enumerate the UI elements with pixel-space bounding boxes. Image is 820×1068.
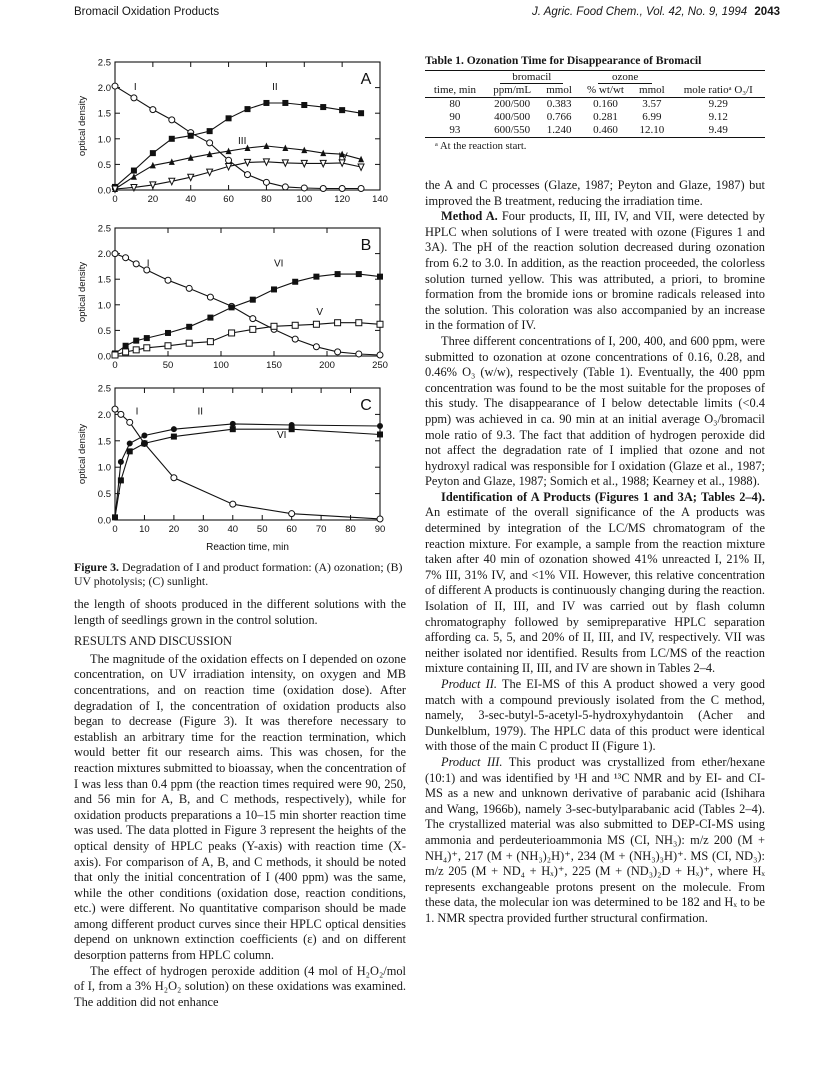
table-cell: 93 bbox=[449, 124, 461, 136]
figure-caption-label: Figure 3. bbox=[74, 560, 119, 574]
y-axis-label: optical density bbox=[77, 261, 88, 323]
panel-letter: B bbox=[360, 237, 372, 254]
y-axis-label: optical density bbox=[77, 95, 88, 157]
data-point bbox=[377, 321, 383, 327]
chart-panel-b bbox=[77, 224, 388, 372]
data-point bbox=[335, 320, 341, 326]
x-axis-label: Reaction time, min bbox=[206, 542, 289, 553]
data-point bbox=[356, 271, 362, 277]
data-point bbox=[141, 440, 147, 446]
table-cell: 0.766 bbox=[546, 111, 572, 123]
table-header-cell: time, min bbox=[433, 84, 477, 96]
data-point bbox=[131, 168, 137, 174]
data-point bbox=[123, 349, 129, 355]
data-point bbox=[171, 426, 177, 432]
method-a-paragraph bbox=[425, 209, 765, 334]
data-point bbox=[245, 106, 251, 112]
data-point bbox=[207, 128, 213, 134]
data-point bbox=[127, 448, 133, 454]
data-point bbox=[112, 406, 118, 412]
data-point bbox=[377, 352, 383, 358]
data-point bbox=[171, 475, 177, 481]
y-tick-label: 1.0 bbox=[97, 462, 111, 474]
x-tick-label: 30 bbox=[198, 524, 209, 535]
data-point bbox=[358, 164, 364, 171]
data-point bbox=[356, 351, 362, 357]
chart-panel-c bbox=[77, 384, 385, 536]
product-ii-paragraph bbox=[425, 677, 765, 755]
data-point bbox=[118, 477, 124, 483]
y-tick-label: 1.0 bbox=[97, 134, 111, 146]
y-tick-label: 2.0 bbox=[97, 409, 111, 421]
y-tick-label: 2.5 bbox=[97, 57, 111, 69]
data-point bbox=[131, 173, 137, 180]
table-row bbox=[425, 111, 765, 124]
x-tick-label: 50 bbox=[162, 360, 174, 371]
data-point bbox=[250, 316, 256, 322]
data-point bbox=[289, 426, 295, 432]
product-ii-heading: Product II. bbox=[441, 677, 497, 691]
y-tick-label: 2.0 bbox=[97, 249, 111, 261]
y-tick-label: 0.5 bbox=[97, 489, 111, 501]
panel-letter: C bbox=[360, 397, 372, 414]
y-tick-label: 1.0 bbox=[97, 300, 111, 312]
data-point bbox=[186, 285, 192, 291]
data-point bbox=[127, 440, 133, 446]
series-line bbox=[115, 254, 380, 355]
identification-paragraph bbox=[425, 490, 765, 677]
table-row bbox=[425, 124, 765, 138]
data-point bbox=[339, 107, 345, 113]
table-cell: 200/500 bbox=[494, 98, 531, 110]
table-1-title: Table 1. Ozonation Time for Disappearance of Bromacil bbox=[425, 54, 702, 67]
x-tick-label: 150 bbox=[266, 360, 282, 371]
figure-caption-text: Degradation of I and product formation: (A) ozonation; (B) UV photolysis; (C) sunlight. bbox=[74, 560, 403, 588]
data-point bbox=[313, 344, 319, 350]
plot-frame bbox=[115, 62, 380, 190]
data-point bbox=[144, 345, 150, 351]
data-point bbox=[226, 115, 232, 121]
data-point bbox=[165, 277, 171, 283]
data-point bbox=[377, 431, 383, 437]
data-point bbox=[292, 279, 298, 285]
x-tick-label: 60 bbox=[286, 524, 297, 535]
data-point bbox=[301, 102, 307, 108]
series-label: VI bbox=[276, 430, 287, 442]
y-tick-label: 0.0 bbox=[97, 185, 111, 197]
journal-citation: J. Agric. Food Chem., Vol. 42, No. 9, 1994 bbox=[532, 6, 748, 18]
series-line bbox=[115, 274, 380, 353]
data-point bbox=[207, 315, 213, 321]
x-tick-label: 0 bbox=[112, 360, 118, 371]
table-row bbox=[425, 98, 765, 112]
right-column bbox=[425, 178, 765, 927]
data-point bbox=[127, 419, 133, 425]
series-label: I bbox=[146, 258, 150, 270]
chart-panel-a bbox=[77, 58, 388, 206]
data-point bbox=[313, 321, 319, 327]
data-point bbox=[171, 434, 177, 440]
left-paragraph-1: the length of shoots produced in the different solutions with the length of seedlings grown in the control solution. bbox=[74, 597, 406, 627]
x-tick-label: 40 bbox=[185, 194, 197, 205]
product-iii-paragraph bbox=[425, 755, 765, 927]
data-point bbox=[230, 501, 236, 507]
x-tick-label: 100 bbox=[213, 360, 229, 371]
figure-3 bbox=[70, 50, 410, 560]
section-heading: RESULTS AND DISCUSSION bbox=[74, 634, 232, 649]
table-1 bbox=[425, 54, 765, 152]
y-tick-label: 1.5 bbox=[97, 108, 111, 120]
figure-3-caption bbox=[74, 560, 404, 588]
table-header-row bbox=[425, 84, 765, 98]
product-ii-text: The EI-MS of this A product showed a very good match with a compound previously isolated from the C method, namely, 3-sec-butyl-5-acetyl-5-hydroxyhydantoin (Acher and Dunkelblum, 1979). The HPLC data of this product were identical with those of the main C product II (Figure 1). bbox=[425, 677, 766, 754]
x-tick-label: 140 bbox=[372, 194, 388, 205]
plot-frame bbox=[115, 388, 380, 520]
data-point bbox=[188, 133, 194, 139]
page-number: 2043 bbox=[754, 6, 780, 18]
table-cell: 1.240 bbox=[546, 124, 572, 136]
table-cell: 3.57 bbox=[642, 98, 662, 110]
table-cell: 0.383 bbox=[546, 98, 572, 110]
running-header-left: Bromacil Oxidation Products bbox=[74, 6, 220, 18]
left-paragraph-3: The effect of hydrogen peroxide addition (4 mol of H₂O₂/mol of I, from a 3% H₂O₂ solution) on these oxidations was examined. The addition did not enhance bbox=[74, 963, 406, 1009]
x-tick-label: 80 bbox=[261, 194, 272, 205]
y-tick-label: 2.5 bbox=[97, 383, 111, 395]
x-tick-label: 60 bbox=[223, 194, 234, 205]
series-label: III bbox=[238, 135, 247, 147]
data-point bbox=[356, 320, 362, 326]
data-point bbox=[230, 421, 236, 427]
table-cell: 12.10 bbox=[639, 124, 665, 136]
left-paragraph-2: The magnitude of the oxidation effects on I depended on ozone concentration, on UV irradiation intensity, on oxygen and MB concentrations, and on reaction time (oxidation dose). After degradation of I, the concentration of oxidation products also began to decrease (Figure 3). It was therefore necessary to establish an arbitrary time for the reaction termination, which would better fit our research aims. This was chosen, for the reaction mixtures submitted to bioassay, when the concentration of I was less than 0.4 ppm (the reaction times required were 90, 250, and 56 min for A, B, and C methods, respectively), while for oxidation products preparations a 10–15 min shorter reaction time was used. The data plotted in Figure 3 represent the heights of the optical density of HPLC peaks (Y-axis) with reaction time (X-axis). For comparison of A, B, and C methods, it should be noted that only the initial concentration of I (400 ppm) was the same, while the other conditions (oxidation dose, reaction conditions, etc.) were different. No quantitative comparison should be made among different product curves since their HPLC optical densities depend on unknown extinction coefficients (ε) and on different desorption patterns from HPLC column. bbox=[74, 651, 406, 963]
series-label: II bbox=[197, 406, 204, 418]
data-point bbox=[112, 352, 118, 358]
data-point bbox=[301, 185, 307, 191]
table-footnote: ᵃ At the reaction start. bbox=[435, 141, 527, 152]
data-point bbox=[292, 322, 298, 328]
plot-frame bbox=[115, 228, 380, 356]
data-point bbox=[230, 426, 236, 432]
table-header-cell: mmol bbox=[639, 84, 665, 96]
table-header-cell: mmol bbox=[546, 84, 572, 96]
data-point bbox=[263, 179, 269, 185]
series-label: I bbox=[133, 82, 137, 94]
data-point bbox=[207, 140, 213, 146]
data-point bbox=[169, 117, 175, 123]
data-point bbox=[118, 411, 124, 417]
product-iii-heading: Product III. bbox=[441, 754, 503, 769]
y-tick-label: 0.5 bbox=[97, 325, 111, 337]
data-point bbox=[377, 274, 383, 280]
x-tick-label: 20 bbox=[147, 194, 159, 205]
running-header-journal bbox=[532, 6, 780, 18]
table-cell: 0.460 bbox=[593, 124, 618, 136]
data-point bbox=[123, 255, 129, 261]
data-point bbox=[271, 286, 277, 292]
series-label: I bbox=[135, 406, 139, 418]
data-point bbox=[358, 185, 364, 191]
series-line bbox=[115, 429, 380, 517]
table-cell: 80 bbox=[449, 98, 461, 110]
data-point bbox=[335, 271, 341, 277]
data-point bbox=[150, 107, 156, 113]
data-point bbox=[165, 330, 171, 336]
data-point bbox=[226, 157, 232, 163]
table-group-bromacil: bromacil bbox=[500, 71, 563, 84]
x-tick-label: 250 bbox=[372, 360, 388, 371]
x-tick-label: 100 bbox=[296, 194, 313, 205]
series-line bbox=[115, 424, 380, 518]
identification-heading: Identification of A Products (Figures 1 and 3A; Tables 2–4). bbox=[441, 489, 765, 504]
data-point bbox=[335, 349, 341, 355]
data-point bbox=[282, 100, 288, 106]
data-point bbox=[250, 297, 256, 303]
data-point bbox=[313, 274, 319, 280]
table-cell: 600/550 bbox=[494, 124, 531, 136]
data-point bbox=[141, 433, 147, 439]
y-tick-label: 0.0 bbox=[97, 515, 111, 527]
identification-text: An estimate of the overall significance of the A products was determined by integration of the LC/MS chromatogram of the reaction mixture. For example, a sample from the reaction mixture taken after 40 min of ozonation showed 41% unreacted I, 21% II, 7% III, 31% IV, and <1% VII. However, this relative concentration of different A products is continuously changing during the reaction. Isolation of II, III, and IV was carried out by flash column chromatography followed by semipreparative HPLC separation affording ca. 5, 5, and 20% of II, III, and IV, respectively. VII was neither isolated nor identified. Results from LC/MS of the reaction mixture containing II, III, and IV are shown in Tables 2–4. bbox=[425, 505, 765, 676]
series-label: II bbox=[272, 82, 278, 94]
x-tick-label: 20 bbox=[168, 524, 180, 535]
x-tick-label: 200 bbox=[319, 360, 335, 371]
table-1-grid bbox=[425, 70, 765, 138]
data-point bbox=[358, 110, 364, 116]
data-point bbox=[229, 330, 235, 336]
table-cell: 90 bbox=[449, 111, 461, 123]
data-point bbox=[150, 150, 156, 156]
left-column bbox=[74, 597, 406, 1010]
data-point bbox=[186, 324, 192, 330]
data-point bbox=[292, 336, 298, 342]
method-a-text: Four products, II, III, IV, and VII, were detected by HPLC when solutions of I were treated with ozone (Figures 1 and 3A). The pH of the reaction solution decreased during ozonation from 6.2 to 3.0. In addition, as the reaction proceeded, the colorless solution turned yellow. This was attributed, a priori, to bromine formation from the bromide ions or bromine radicals released into the solution. This coloration was also accompanied by an increase in the formation of IV. bbox=[425, 209, 765, 333]
y-tick-label: 1.5 bbox=[97, 436, 111, 448]
data-point bbox=[186, 340, 192, 346]
y-tick-label: 2.5 bbox=[97, 223, 111, 235]
data-point bbox=[118, 459, 124, 465]
data-point bbox=[377, 423, 383, 429]
data-point bbox=[133, 347, 139, 353]
y-tick-label: 2.0 bbox=[97, 83, 111, 95]
data-point bbox=[112, 83, 118, 89]
data-point bbox=[131, 95, 137, 101]
data-point bbox=[144, 335, 150, 341]
data-point bbox=[207, 294, 213, 300]
x-tick-label: 120 bbox=[334, 194, 351, 205]
data-point bbox=[263, 100, 269, 106]
data-point bbox=[271, 323, 277, 329]
series-label: IV bbox=[338, 151, 348, 163]
data-point bbox=[165, 343, 171, 349]
table-cell: 9.49 bbox=[708, 124, 728, 136]
data-point bbox=[133, 261, 139, 267]
x-tick-label: 40 bbox=[227, 524, 239, 535]
data-point bbox=[250, 326, 256, 332]
y-tick-label: 1.5 bbox=[97, 274, 111, 286]
table-cell: 9.12 bbox=[708, 111, 728, 123]
data-point bbox=[282, 184, 288, 190]
panel-letter: A bbox=[360, 71, 372, 88]
data-point bbox=[377, 516, 383, 522]
data-point bbox=[320, 104, 326, 110]
table-cell: 400/500 bbox=[494, 111, 531, 123]
x-tick-label: 10 bbox=[139, 524, 150, 535]
data-point bbox=[339, 185, 345, 191]
data-point bbox=[123, 343, 129, 349]
x-tick-label: 50 bbox=[256, 524, 268, 535]
table-group-ozone: ozone bbox=[598, 71, 652, 84]
data-point bbox=[207, 339, 213, 345]
table-cell: 9.29 bbox=[708, 98, 728, 110]
series-label: V bbox=[316, 307, 324, 319]
right-paragraph-3: Three different concentrations of I, 200, 400, and 600 ppm, were submitted to ozonation at ozone concentrations of 0.16, 0.28, and 0.46% O₃ (w/w), respectively (Table 1). Eventually, the 400 ppm concentration was found to be the most suitable for the proposes of this study. The disappearance of I below detectable limits (<0.4 ppm) was achieved in ca. 90 min at an initial average O₃/bromacil mole ratio of 9.3. The fact that addition of hydrogen peroxide did not affect the degradation rate of I implied that ozone and not hydroxyl radical was responsible for I oxidation (Glaze et al., 1987; Peyton and Glaze, 1987; Somich et al., 1988; Kearney et al., 1988). bbox=[425, 333, 765, 489]
table-cell: 6.99 bbox=[642, 111, 662, 123]
y-tick-label: 0.5 bbox=[97, 159, 111, 171]
data-point bbox=[229, 304, 235, 310]
y-axis-label: optical density bbox=[77, 423, 88, 485]
data-point bbox=[245, 172, 251, 178]
x-tick-label: 0 bbox=[112, 194, 118, 205]
x-tick-label: 80 bbox=[345, 524, 356, 535]
table-header-cell: mole ratioᵃ O₃/I bbox=[683, 84, 753, 96]
data-point bbox=[133, 338, 139, 344]
data-point bbox=[169, 136, 175, 142]
method-a-heading: Method A. bbox=[441, 209, 498, 224]
x-tick-label: 70 bbox=[315, 524, 327, 535]
data-point bbox=[289, 511, 295, 517]
table-cell: 0.160 bbox=[593, 98, 618, 110]
right-paragraph-1: the A and C processes (Glaze, 1987; Peyton and Glaze, 1987) but improved the B treatment, reducing the irradiation time. bbox=[425, 178, 765, 208]
x-tick-label: 90 bbox=[374, 524, 386, 535]
data-point bbox=[320, 185, 326, 191]
product-iii-text: This product was crystallized from ether/hexane (10:1) and was identified by ¹H and ¹³C NMR and by EI- and CI-MS as a new and unknown derivative of parabanic acid (Ishihara and Wang, 1966b), namely 3-sec-butylparabanic acid (Tables 2–4). The crystallized material was also submitted to DEP-CI-MS using ammonia and perdeuterioammonia MS (CI, NH₃): m/z 200 (M + NH₄)⁺, 217 (M + (NH₃)₂H)⁺, 234 (M + (NH₃)₃H)⁺. MS (CI, ND₃): m/z 205 (M + ND₄ + Hₓ)⁺, 225 (M + (ND₃)₂D + Hₓ)⁺, where Hₓ represents exchangeable protons present on the molecule. From these data, the molecular ion was determined to be 182 and Hₓ to be 1. NMR spectra provided further structural confirmation. bbox=[425, 754, 765, 925]
table-cell: 0.281 bbox=[593, 111, 618, 123]
table-header-cell: % wt/wt bbox=[586, 84, 624, 96]
series-label: VI bbox=[274, 258, 284, 270]
x-tick-label: 0 bbox=[112, 524, 118, 535]
y-tick-label: 0.0 bbox=[97, 351, 111, 363]
table-header-cell: ppm/mL bbox=[493, 84, 532, 96]
data-point bbox=[112, 514, 118, 520]
data-point bbox=[112, 251, 118, 257]
